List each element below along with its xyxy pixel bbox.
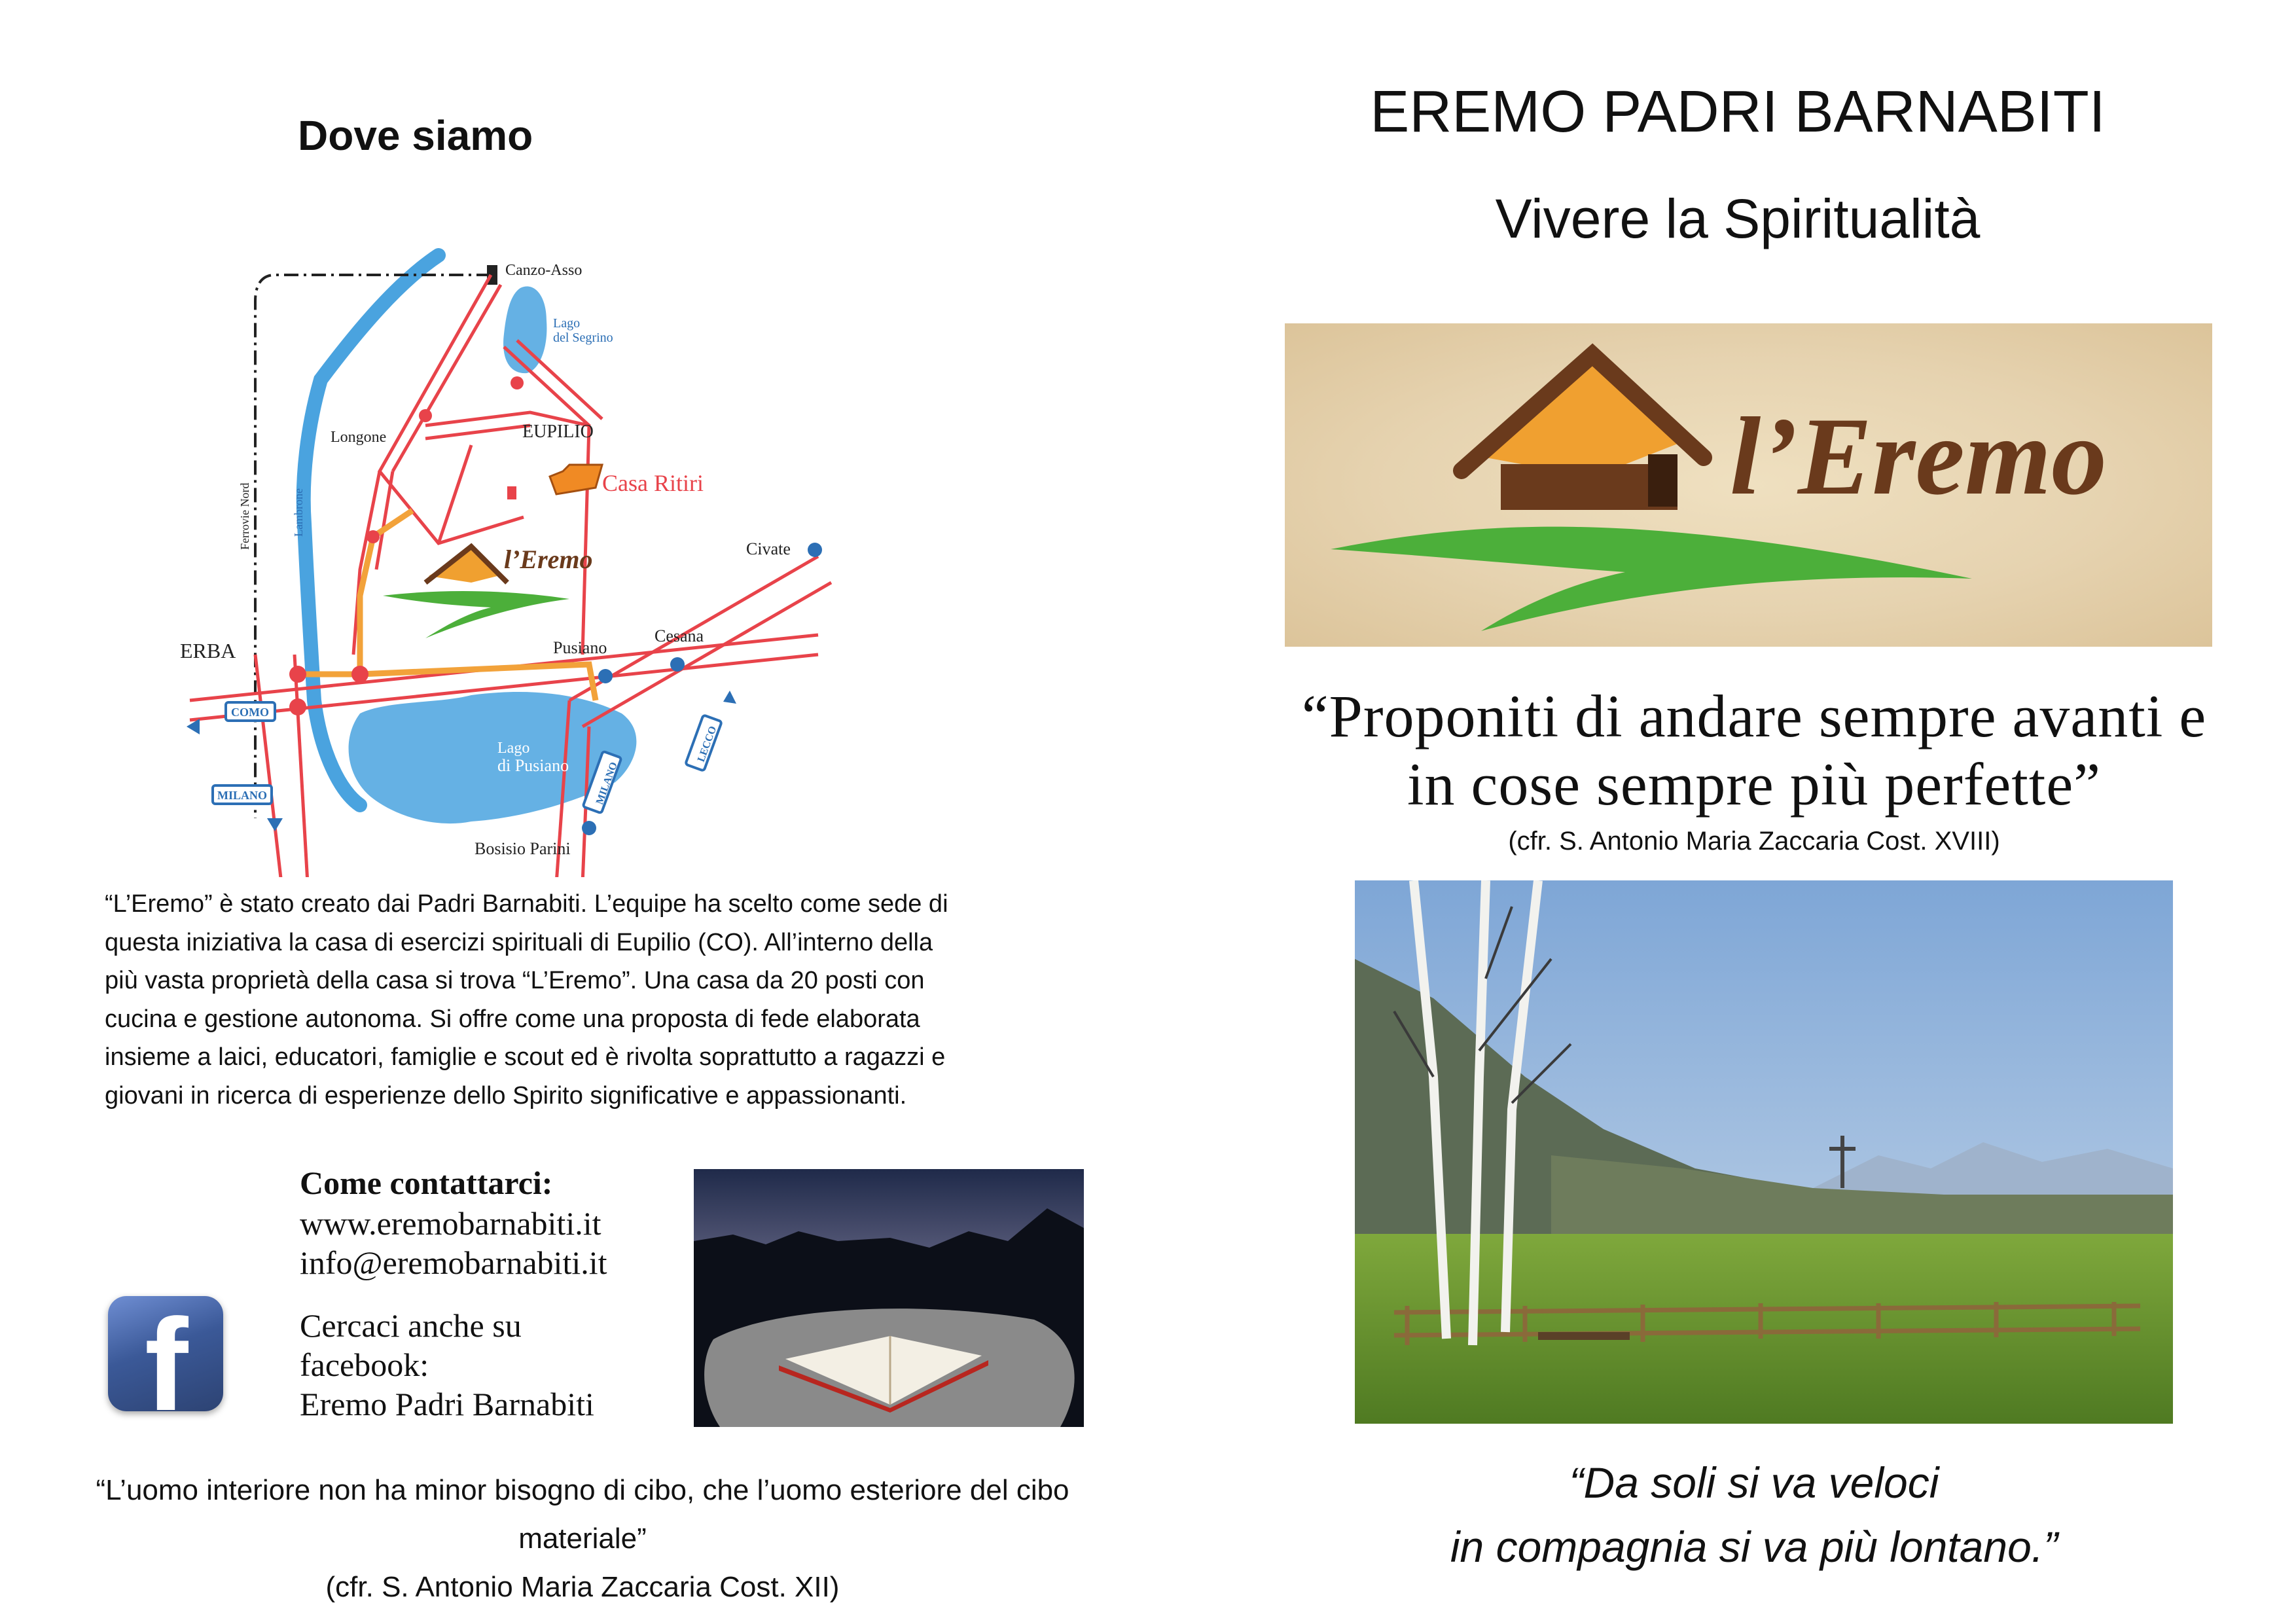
facebook-line-1: Cercaci anche su	[300, 1307, 522, 1344]
page-subtitle: Vivere la Spiritualità	[1495, 188, 1981, 249]
landscape-photo	[1355, 880, 2173, 1424]
facebook-f-glyph: f	[145, 1296, 188, 1411]
main-quote-citation: (cfr. S. Antonio Maria Zaccaria Cost. XVIII)	[1508, 827, 2000, 856]
website-link[interactable]: www.eremobarnabiti.it	[300, 1205, 601, 1242]
bible-photo	[694, 1169, 1084, 1427]
label-ferrovie-nord: Ferrovie Nord	[238, 482, 251, 550]
eremo-logo	[1285, 323, 2212, 647]
location-map	[164, 229, 844, 877]
eremo-building	[507, 486, 516, 499]
closing-quote-line-1: “Da soli si va veloci	[1569, 1458, 1939, 1507]
town-markers	[582, 543, 822, 835]
label-lago-pusiano-1: Lago	[497, 740, 530, 757]
where-title: Dove siamo	[298, 112, 533, 159]
email-link[interactable]: info@eremobarnabiti.it	[300, 1244, 607, 1281]
label-lago-segrino: Lago	[553, 316, 581, 331]
facebook-icon[interactable]	[108, 1296, 223, 1411]
description-line: giovani in ricerca di esperienze dello Spirito significative e appassionanti.	[105, 1081, 907, 1110]
label-cesana: Cesana	[655, 626, 704, 645]
label-lambrone: Lambrone	[292, 488, 305, 537]
facebook-line-2: facebook:	[300, 1346, 429, 1383]
main-quote	[1230, 682, 2278, 818]
bottom-quote-citation: (cfr. S. Antonio Maria Zaccaria Cost. XII)	[325, 1571, 840, 1603]
main-quote-line-2: in cose sempre più perfette”	[1407, 751, 2101, 818]
map-svg	[164, 229, 844, 877]
contact-title: Come contattarci:	[300, 1164, 553, 1201]
description	[105, 885, 1008, 1115]
description-line: cucina e gestione autonoma. Si offre come una proposta di fede elaborata	[105, 1005, 920, 1033]
bottom-quote-line-2: materiale”	[518, 1523, 647, 1555]
main-quote-line-1: “Proponiti di andare sempre avanti e	[1301, 683, 2207, 749]
logo-door	[1648, 454, 1677, 507]
casa-ritiri-building	[550, 465, 602, 494]
eremo-logo-banner	[1285, 323, 2212, 647]
label-como: COMO	[231, 706, 269, 719]
bottom-quote	[52, 1466, 1113, 1612]
closing-quote-line-2: in compagnia si va più lontano.”	[1450, 1523, 2058, 1571]
label-canzo: Canzo-Asso	[505, 262, 583, 279]
label-pusiano: Pusiano	[553, 638, 607, 657]
facebook-page-name[interactable]: Eremo Padri Barnabiti	[300, 1386, 594, 1422]
label-casa-ritiri: Casa Ritiri	[602, 470, 704, 496]
label-erba: ERBA	[180, 639, 236, 662]
logo-green-hill	[1331, 527, 1972, 631]
label-map-eremo: l’Eremo	[504, 545, 593, 574]
label-del-segrino: del Segrino	[553, 331, 613, 345]
label-milano-2: MILANO	[594, 761, 620, 806]
description-line: questa iniziativa la casa di esercizi spirituali di Eupilio (CO). All’interno della	[105, 928, 933, 956]
label-milano: MILANO	[217, 789, 267, 802]
description-line: “L’Eremo” è stato creato dai Padri Barnabiti. L’equipe ha scelto come sede di	[105, 890, 948, 918]
page-title: EREMO PADRI BARNABITI	[1370, 79, 2106, 145]
logo-text: l’Eremo	[1730, 395, 2108, 518]
bottom-quote-line-1: “L’uomo interiore non ha minor bisogno di cibo, che l’uomo esteriore del cibo	[96, 1474, 1069, 1506]
label-bosisio: Bosisio Parini	[475, 839, 571, 858]
description-line: più vasta proprietà della casa si trova “L’Eremo”. Una casa da 20 posti con	[105, 967, 925, 994]
closing-quote	[1230, 1451, 2278, 1579]
label-eupilio: EUPILIO	[522, 422, 594, 442]
description-line: insieme a laici, educatori, famiglie e scout ed è rivolta soprattutto a ragazzi e	[105, 1043, 946, 1071]
label-longone: Longone	[331, 429, 387, 446]
label-lago-pusiano-2: di Pusiano	[497, 756, 569, 775]
label-civate: Civate	[746, 539, 791, 558]
label-lecco: LECCO	[695, 725, 719, 764]
